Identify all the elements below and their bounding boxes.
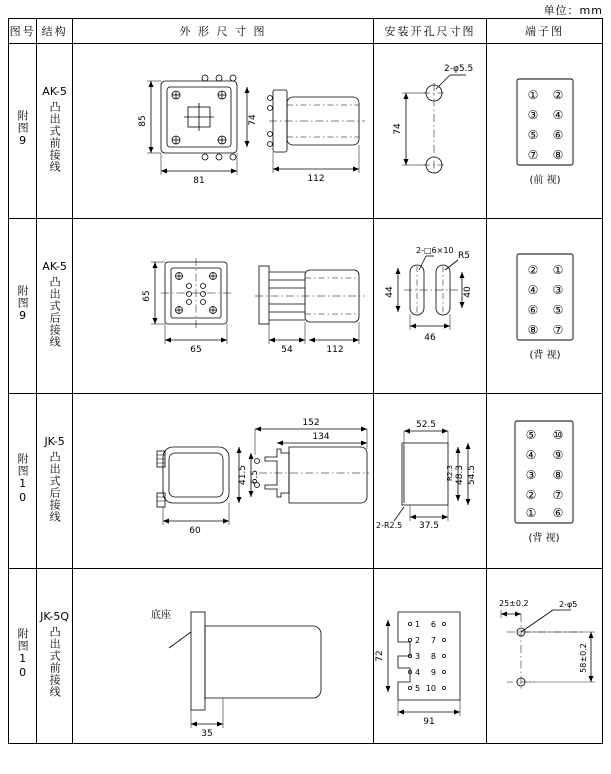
outline-drawing-cell <box>72 219 373 394</box>
outline-drawing-1 <box>73 45 373 217</box>
terminal-2: ① <box>552 263 564 277</box>
dim-81: 81 <box>193 176 205 186</box>
outline-drawing-3 <box>73 395 373 567</box>
terminal-6: ⑥ <box>552 506 564 520</box>
dim-54: 54 <box>281 345 293 355</box>
dim-54-5: 54.5 <box>466 464 477 486</box>
terminal-diagram-1 <box>487 45 602 217</box>
terminal-5: ⑤ <box>525 428 537 442</box>
dim-R5: R5 <box>457 251 470 261</box>
dim-65-v: 65 <box>141 290 152 302</box>
terminal-8: ⑦ <box>552 323 564 337</box>
row-model-label: JK-5 <box>44 435 65 448</box>
hole-num-10: 10 <box>425 684 436 693</box>
dim-152: 152 <box>302 418 320 428</box>
dim-65-h: 65 <box>190 345 202 355</box>
table-header-row <box>9 19 603 44</box>
dim-134: 134 <box>312 432 330 442</box>
hole-drawing-2 <box>374 220 486 392</box>
hole-num-4: 4 <box>414 668 421 677</box>
hole-drawing-cell <box>373 569 486 744</box>
header-no: 图号 <box>9 19 37 44</box>
dim-60: 60 <box>189 526 201 536</box>
hole-num-1: 1 <box>414 620 421 629</box>
terminal-1: ① <box>525 506 537 520</box>
dim-48-3: 48.3 <box>454 464 465 486</box>
terminal-diagram-cell <box>486 569 602 744</box>
terminal-7: ⑦ <box>527 148 539 162</box>
dim-46: 46 <box>424 333 436 343</box>
row-structure-cell <box>37 569 73 744</box>
terminal-5: ⑥ <box>527 303 539 317</box>
table-row <box>9 219 603 394</box>
row-structure-label: 凸出式后接线 <box>48 276 62 348</box>
row-no-cell <box>9 569 37 744</box>
dim-74-hole: 74 <box>392 123 403 135</box>
terminal-4: ④ <box>552 108 564 122</box>
dim-41-5: 41.5 <box>237 464 248 486</box>
hole-num-8: 8 <box>430 652 436 661</box>
hole-drawing-cell <box>373 394 486 569</box>
terminal-9: ⑨ <box>552 448 564 462</box>
dim-37-5: 37.5 <box>418 521 440 531</box>
dim-25: 25±0.2 <box>498 599 529 608</box>
terminal-3: ④ <box>527 283 539 297</box>
dim-52-5: 52.5 <box>415 420 437 430</box>
dim-35: 35 <box>201 729 213 739</box>
terminal-note: (背 视) <box>529 350 561 361</box>
row-no-label: 附图9 <box>16 110 30 148</box>
outline-drawing-cell <box>72 569 373 744</box>
dim-R2-3: R2.3 <box>445 465 454 481</box>
row-no-label: 附图10 <box>16 628 30 680</box>
terminal-5: ⑤ <box>527 128 539 142</box>
dim-85: 85 <box>137 115 148 127</box>
terminal-diagram-3 <box>487 395 602 567</box>
terminal-6: ⑥ <box>552 128 564 142</box>
row-no-cell <box>9 44 37 219</box>
terminal-4: ③ <box>552 283 564 297</box>
row-structure-cell <box>37 44 73 219</box>
outline-drawing-cell <box>72 394 373 569</box>
terminal-3: ③ <box>525 468 537 482</box>
dim-74: 74 <box>247 114 258 126</box>
row-no-label: 附图10 <box>16 453 30 505</box>
terminal-6: ⑤ <box>552 303 564 317</box>
row-model-label: AK-5 <box>42 85 67 98</box>
hole-num-5: 5 <box>414 684 421 693</box>
dim-6-5: 6.5 <box>249 469 260 485</box>
header-hole: 安装开孔尺寸图 <box>373 19 486 44</box>
outline-drawing-4 <box>73 570 373 742</box>
terminal-diagram-cell <box>486 44 602 219</box>
row-structure-label: 凸出式后接线 <box>48 451 62 523</box>
dim-40: 40 <box>462 286 473 298</box>
table-row <box>9 394 603 569</box>
terminal-diagram-cell <box>486 219 602 394</box>
hole-num-9: 9 <box>430 668 436 677</box>
terminal-8: ⑧ <box>552 148 564 162</box>
terminal-3: ③ <box>527 108 539 122</box>
header-terminal: 端子图 <box>486 19 602 44</box>
terminal-4: ④ <box>525 448 537 462</box>
hole-num-2: 2 <box>414 636 421 645</box>
dim-112: 112 <box>326 345 344 355</box>
hole-drawing-cell <box>373 44 486 219</box>
base-label: 底座 <box>150 610 171 621</box>
row-structure-label: 凸出式前接线 <box>48 626 62 698</box>
row-no-label: 附图9 <box>16 285 30 323</box>
outline-drawing-2 <box>73 220 373 392</box>
dim-91: 91 <box>423 717 435 727</box>
row-model-label: AK-5 <box>42 260 67 273</box>
header-structure: 结构 <box>37 19 73 44</box>
terminal-8: ⑧ <box>552 468 564 482</box>
outline-drawing-cell <box>72 44 373 219</box>
terminal-diagram-2 <box>487 220 602 392</box>
hole-num-7: 7 <box>430 636 436 645</box>
dim-slot: 2-□6×10 <box>415 246 454 255</box>
terminal-note: (前 视) <box>529 175 561 186</box>
terminal-7: ⑧ <box>527 323 539 337</box>
table-row <box>9 44 603 219</box>
terminal-1: ① <box>527 88 539 102</box>
terminal-2: ② <box>552 88 564 102</box>
row-model-label: JK-5Q <box>40 610 70 623</box>
row-no-cell <box>9 394 37 569</box>
dim-2-phi5-5: 2-φ5.5 <box>443 64 474 74</box>
terminal-diagram-cell <box>486 394 602 569</box>
terminal-note: (背 视) <box>528 533 560 544</box>
row-no-cell <box>9 219 37 394</box>
hole-drawing-4 <box>374 570 486 742</box>
hole-num-3: 3 <box>414 652 421 661</box>
unit-label: 单位：mm <box>543 4 603 17</box>
terminal-1: ② <box>527 263 539 277</box>
hole-drawing-3 <box>374 395 486 567</box>
dimension-table <box>8 18 603 744</box>
hole-drawing-1 <box>374 45 486 217</box>
dim-2-R2-5: 2-R2.5 <box>375 521 403 530</box>
dim-58: 58±0.2 <box>578 643 588 673</box>
dim-2-phi5: 2-φ5 <box>558 600 578 609</box>
terminal-7: ⑦ <box>552 488 564 502</box>
dim-112: 112 <box>307 174 325 184</box>
dim-72: 72 <box>374 650 385 662</box>
header-outline: 外 形 尺 寸 图 <box>72 19 373 44</box>
terminal-10: ⑩ <box>552 428 564 442</box>
table-row <box>9 569 603 744</box>
hole-num-6: 6 <box>430 620 436 629</box>
terminal-2: ② <box>525 488 537 502</box>
dim-44: 44 <box>384 286 395 298</box>
terminal-diagram-4 <box>487 570 602 742</box>
row-structure-cell <box>37 219 73 394</box>
row-structure-label: 凸出式前接线 <box>48 101 62 173</box>
row-structure-cell <box>37 394 73 569</box>
hole-drawing-cell <box>373 219 486 394</box>
